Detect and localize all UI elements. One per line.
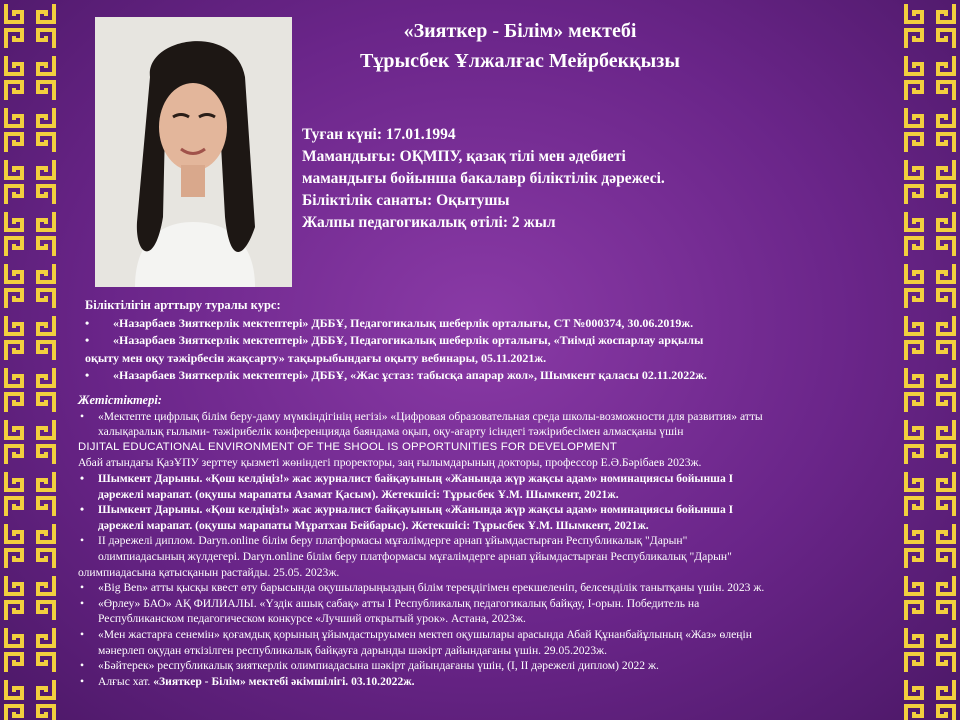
achievements-section	[78, 393, 903, 689]
teacher-name: Тұрысбек Ұлжалғас Мейрбекқызы	[360, 50, 680, 72]
courses-section	[85, 297, 885, 385]
right-ornament-border	[900, 0, 960, 720]
birth-date: Туған күні: 17.01.1994	[302, 126, 456, 143]
courses-title: Біліктілігін арттыру туралы курс:	[85, 298, 281, 312]
specialty: Мамандығы: ОҚМПУ, қазақ тілі мен әдебиеті	[302, 148, 626, 165]
gratitude-letter-source: «Зияткер - Білім» мектебі әкімшілігі. 03.10.2022ж.	[153, 674, 415, 688]
course-item: • «Назарбаев Зияткерлік мектептері» ДББҰ, «Жас ұстаз: табысқа апарар жол», Шымкент қаласы 02.11.2022ж.	[85, 367, 885, 385]
achievement-item: • «Мен жастарға сенемін» қоғамдық қорының ұйымдастыруымен мектеп оқушылары арасында Абай Құнанбайұлының «Жаз» өлеңін мәнерлеп оқудан өткізілген республикалық байқауға дарынды шәкірт дайындағаны үшін. 29.05.2023ж.	[78, 627, 903, 658]
achievement-item: • Шымкент Дарыны. «Қош келдіңіз!» жас журналист байқауының «Жанында жүр жақсы адам» номинациясы бойынша I дәрежелі марапат. (оқушы марапаты Мұратхан Бейбарыс). Жетекшісі: Тұрысбек Ұ.М. Шымкент, 2021ж.	[78, 502, 903, 533]
qualification-category: Біліктілік санаты: Оқытушы	[302, 192, 510, 209]
course-item: • «Назарбаев Зияткерлік мектептері» ДББҰ, Педагогикалық шеберлік орталығы, «Тиімді жоспарлау арқылы	[85, 332, 885, 350]
personal-facts	[302, 124, 742, 234]
teaching-experience: Жалпы педагогикалық өтілі: 2 жыл	[302, 214, 556, 231]
course-item-continued: оқыту мен оқу тәжірбесін жақсарту» тақырыбындағы оқыту вебинары, 05.11.2021ж.	[85, 350, 547, 365]
achievement-item: • «Мектепте цифрлық білім беру-даму мүмкіндігінің негізі» «Цифровая образовательная среда школы-возможности для развития» атты халықаралық ғылыми- тәжірибелік конференцияда баяндама оқып, оқу-ағарту ісіндегі тәжірибесімен алмасқаны үшін DIJITAL EDUCATIONAL ENVIRONMENT OF THE SHOOL IS OPPORTUNITIES FOR DEVELOPMENT Абай атындағы ҚазҰПУ зерттеу қызметі жөніндегі проректоры, заң ғылымдарының докторы, профессор Е.Ә.Бәрібаев 2023ж.	[78, 409, 903, 471]
achievement-item: • «Big Ben» атты қысқы квест өту барысында оқушыларыңыздың білім тереңдігімен ерекшеленіп, белсенділік танытқаны үшін. 2023 ж.	[78, 580, 903, 596]
course-item: • «Назарбаев Зияткерлік мектептері» ДББҰ, Педагогикалық шеберлік орталығы, СТ №000374, 30.06.2019ж.	[85, 315, 885, 333]
left-ornament-border	[0, 0, 60, 720]
achievements-title: Жетістіктері:	[78, 393, 162, 407]
achievement-item: • II дәрежелі диплом. Daryn.online білім беру платформасы мұғалімдерге арнап ұйымдастырған Республикалық "Дарын" олимпиадасының жүлдегері. Daryn.online білім беру платформасы мұғалімдерге арнап ұйымдастырған Республикалық "Дарын" олимпиадасына қатысқанын растайды. 25.05. 2023ж.	[78, 533, 903, 580]
gratitude-letter-label: Алғыс хат.	[98, 674, 154, 688]
school-title: «Зияткер - Білім» мектебі	[403, 20, 637, 42]
achievement-item: • «Бәйтерек» республикалық зияткерлік олимпиадасына шәкірт дайындағаны үшін, (I, II дәрежелі диплом) 2022 ж.	[78, 658, 903, 674]
portrait-photo	[95, 17, 292, 287]
achievement-item	[78, 674, 903, 690]
specialty-continued: мамандығы бойынша бакалавр біліктілік дәрежесі.	[302, 170, 665, 187]
achievement-item: • Шымкент Дарыны. «Қош келдіңіз!» жас журналист байқауының «Жанында жүр жақсы адам» номинациясы бойынша I дәрежелі марапат. (оқушы марапаты Азамат Қасым). Жетекшісі: Тұрысбек Ұ.М. Шымкент, 2021ж.	[78, 471, 903, 502]
achievement-item: • «Өрлеу» БАО» АҚ ФИЛИАЛЫ. «Үздік ашық сабақ» атты І Республикалық педагогикалық байқау, I-орын. Победитель на Республиканском педагогическом конкурсе «Лучший открытый урок». Астана, 2023ж.	[78, 596, 903, 627]
